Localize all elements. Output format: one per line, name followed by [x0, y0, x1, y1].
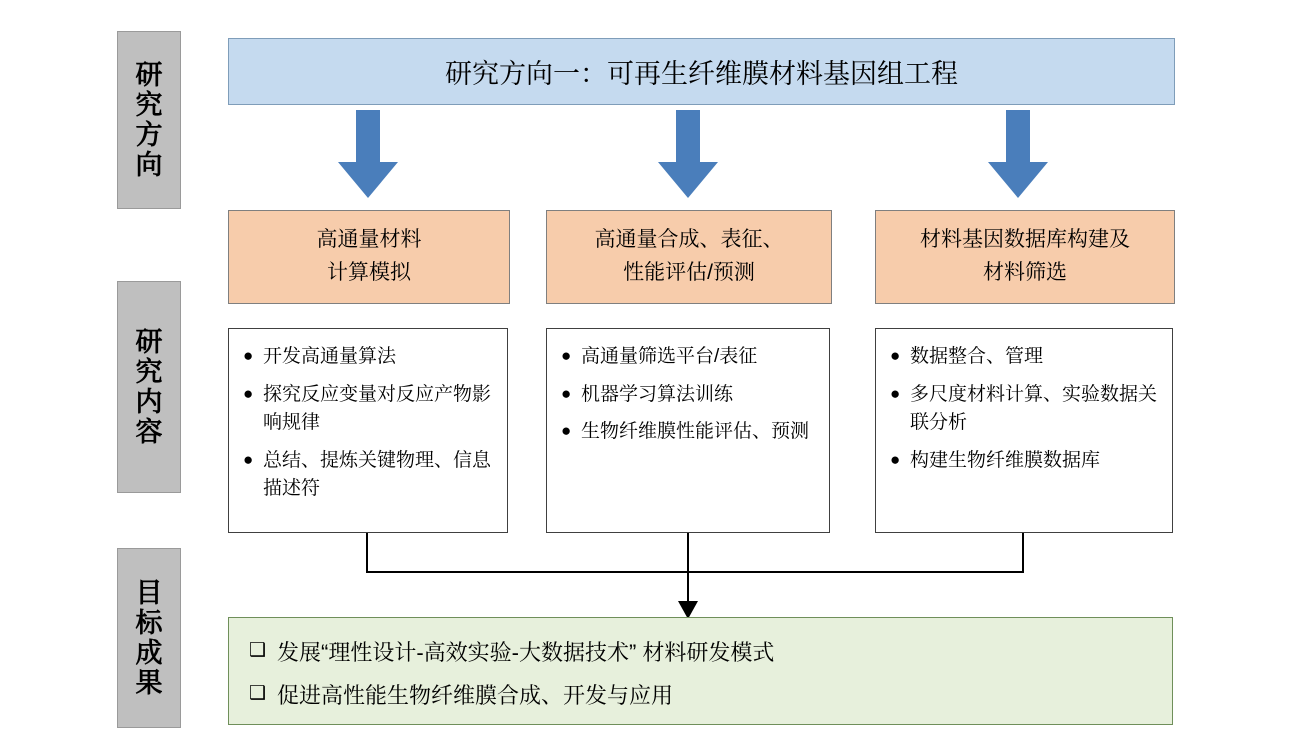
- list-item-label: 开发高通量算法: [263, 346, 397, 367]
- outcome-item: [249, 679, 1172, 712]
- side-label-char: 究: [135, 89, 163, 120]
- list-item: [243, 447, 497, 504]
- bullet-icon: ●: [243, 383, 254, 403]
- list-item: [243, 343, 497, 372]
- outcome-box: [228, 617, 1173, 725]
- banner-title-box: [228, 38, 1175, 105]
- heading-line: 性能评估/预测: [623, 261, 755, 284]
- list-item: [890, 381, 1162, 438]
- checkbox-square-icon: ❑: [249, 683, 267, 704]
- heading-line: 材料筛选: [983, 261, 1067, 284]
- content-box-3: [875, 328, 1173, 533]
- list-item: [890, 343, 1162, 372]
- list-item: [890, 447, 1162, 476]
- arrow-down-1: [335, 110, 401, 200]
- connector-vertical-col3: [1022, 533, 1024, 572]
- list-item-label: 构建生物纤维膜数据库: [910, 449, 1101, 471]
- side-label-char: 标: [135, 607, 163, 638]
- list-item-label: 数据整合、管理: [910, 346, 1044, 367]
- bullet-icon: ●: [890, 449, 901, 469]
- side-label-char: 容: [135, 417, 163, 448]
- heading-line: 高通量材料: [316, 228, 422, 252]
- connector-vertical-col1: [366, 533, 368, 572]
- list-item: [561, 381, 819, 410]
- side-label-char: 目: [135, 577, 163, 608]
- list-item-label: 探究反应变量对反应产物影响规律: [263, 383, 492, 433]
- bullet-icon: ●: [561, 346, 572, 365]
- side-label-research-direction: [117, 31, 181, 209]
- side-label-char: 成: [135, 638, 163, 668]
- bullet-icon: ●: [890, 383, 901, 403]
- heading-line: 高通量合成、表征、: [594, 228, 784, 252]
- heading-box-3: [875, 210, 1175, 304]
- heading-line: 材料基因数据库构建及: [920, 228, 1130, 252]
- side-label-target-outcome: [117, 548, 181, 728]
- list-item: [561, 418, 819, 447]
- list-item-label: 生物纤维膜性能评估、预测: [581, 421, 810, 442]
- outcome-item-label: 发展“理性设计-高效实验-大数据技术” 材料研发模式: [277, 640, 775, 665]
- side-label-char: 研: [135, 326, 163, 357]
- content-box-1: [228, 328, 508, 533]
- list-item-label: 高通量筛选平台/表征: [581, 346, 758, 367]
- side-label-char: 方: [135, 120, 163, 150]
- heading-box-2: [546, 210, 832, 304]
- bullet-icon: ●: [243, 346, 254, 365]
- side-label-char: 内: [135, 387, 163, 417]
- side-label-char: 向: [135, 150, 163, 181]
- content-box-2: [546, 328, 830, 533]
- connector-vertical-col2: [687, 533, 689, 572]
- arrow-down-3: [985, 110, 1051, 200]
- outcome-item-label: 促进高性能生物纤维膜合成、开发与应用: [277, 683, 674, 708]
- list-item: [243, 381, 497, 438]
- bullet-icon: ●: [890, 346, 901, 365]
- side-label-char: 究: [135, 356, 163, 387]
- list-item-label: 多尺度材料计算、实验数据关联分析: [910, 383, 1158, 433]
- side-label-char: 果: [135, 668, 163, 699]
- list-item-label: 总结、提炼关键物理、信息描述符: [263, 449, 492, 499]
- connector-horizontal: [366, 571, 1024, 573]
- list-item: [561, 343, 819, 372]
- side-label-research-content: [117, 281, 181, 493]
- bullet-icon: ●: [561, 383, 572, 403]
- page-title: 研究方向一：可再生纤维膜材料基因组工程: [445, 59, 958, 89]
- arrow-down-2: [655, 110, 721, 200]
- side-label-char: 研: [135, 59, 163, 90]
- bullet-icon: ●: [561, 421, 572, 440]
- outcome-item: [249, 636, 1172, 669]
- heading-line: 计算模拟: [327, 261, 411, 284]
- list-item-label: 机器学习算法训练: [581, 383, 734, 405]
- checkbox-square-icon: ❑: [249, 640, 267, 661]
- bullet-icon: ●: [243, 449, 254, 469]
- heading-box-1: [228, 210, 510, 304]
